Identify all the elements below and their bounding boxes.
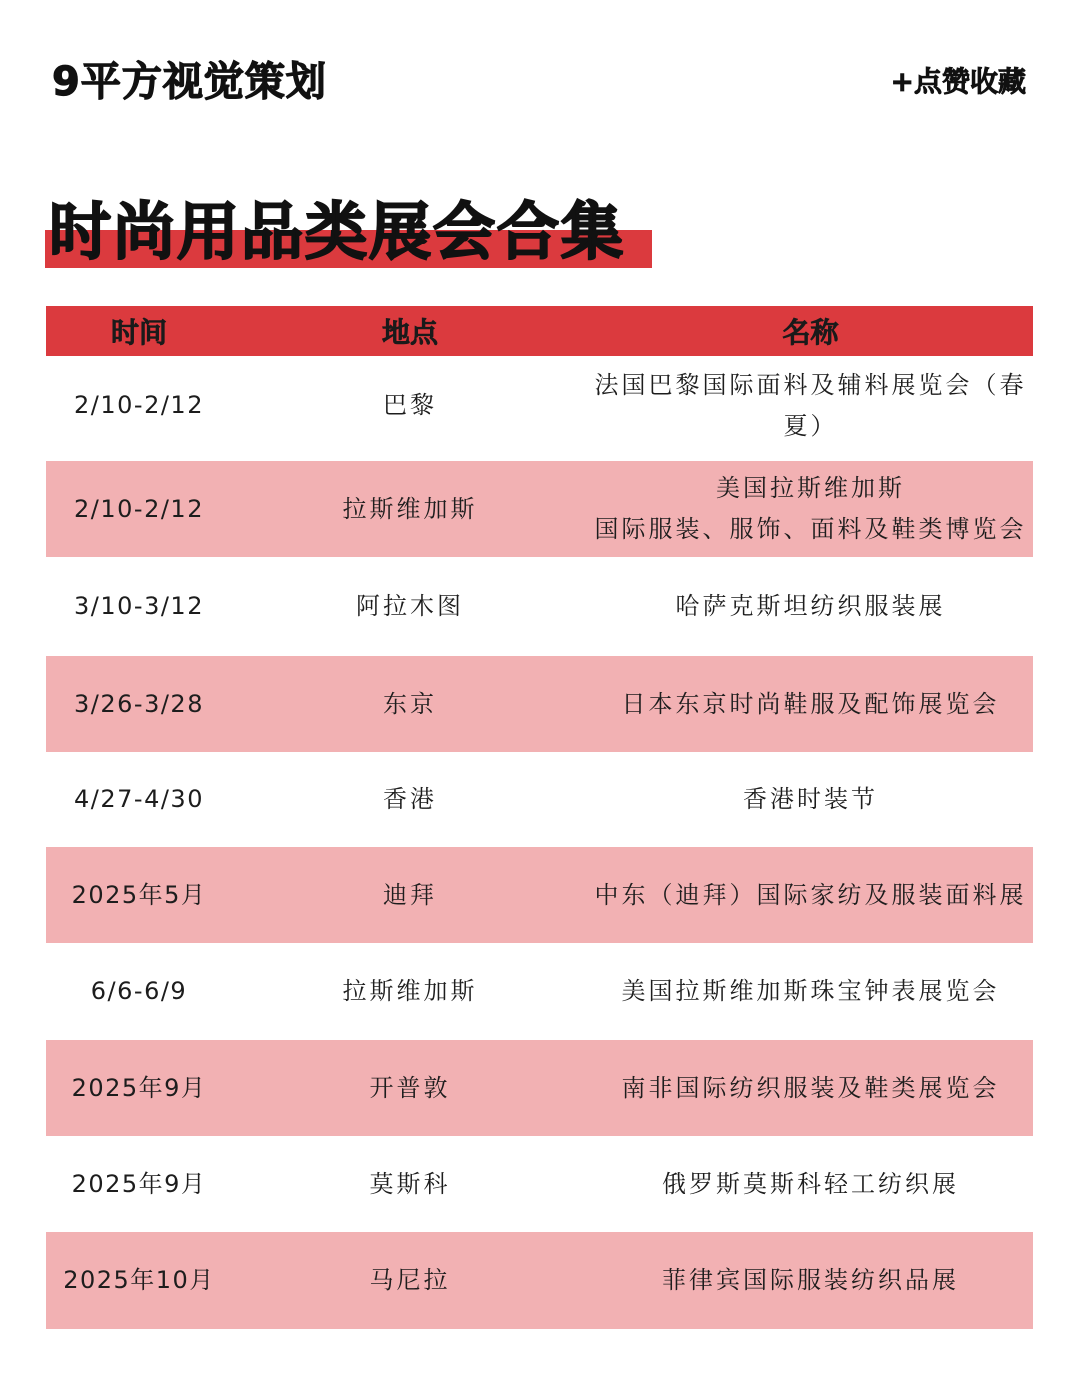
row-name-line: 日本东京时尚鞋服及配饰展览会 [621,689,1000,718]
table-row [46,1142,1033,1226]
table-row [46,758,1033,841]
row-name [588,684,1033,725]
row-place: 马尼拉 [369,1266,451,1294]
page-title-block [45,180,652,268]
row-time: 3/10-3/12 [74,592,204,620]
page-title: 时尚用品类展会合集 [49,195,626,268]
row-name-line: 哈萨克斯坦纺织服装展 [675,592,946,620]
table-row [46,949,1033,1034]
row-time: 3/26-3/28 [74,689,204,718]
row-name-line: 美国拉斯维加斯 [716,474,905,502]
row-name [588,1068,1033,1109]
row-name-line: 南非国际纺织服装及鞋类展览会 [621,1073,1000,1102]
row-name-line: 国际服装、服饰、面料及鞋类博览会 [594,515,1027,543]
row-name-line: 中东（迪拜）国际家纺及服装面料展 [594,880,1027,909]
row-place: 开普敦 [369,1073,451,1102]
table-row [46,847,1033,943]
row-name-line: 俄罗斯莫斯科轻工纺织展 [662,1169,959,1198]
row-time: 2/10-2/12 [74,391,204,419]
column-header-name: 名称 [782,316,839,349]
row-name [588,971,1033,1012]
table-row [46,356,1033,455]
row-time: 2025年9月 [71,1169,207,1198]
row-place: 巴黎 [383,391,437,419]
row-time: 2/10-2/12 [74,494,204,523]
row-place: 莫斯科 [369,1169,451,1198]
row-time: 4/27-4/30 [74,785,204,813]
row-time: 2025年9月 [71,1073,207,1102]
row-name-line: 法国巴黎国际面料及辅料展览会（春夏） [594,370,1027,440]
table-row [46,461,1033,557]
row-time: 6/6-6/9 [90,977,188,1005]
column-header-time: 时间 [110,316,167,349]
row-name [588,779,1033,820]
row-place: 香港 [383,785,437,813]
row-name [588,586,1033,627]
table-row [46,1232,1033,1329]
table-row [46,656,1033,752]
row-place: 拉斯维加斯 [342,977,478,1005]
row-place: 东京 [383,689,437,718]
row-name [588,1260,1033,1301]
row-name-line: 香港时装节 [743,785,878,813]
row-name-line: 菲律宾国际服装纺织品展 [662,1266,959,1294]
table-row [46,563,1033,650]
row-place: 拉斯维加斯 [342,494,478,523]
row-name [588,1164,1033,1205]
table-header [46,306,1033,356]
row-name [588,468,1033,550]
row-place: 阿拉木图 [356,592,464,620]
row-name [588,365,1033,447]
like-save-label: +点赞收藏 [890,65,1026,98]
column-header-place: 地点 [381,316,438,349]
row-time: 2025年5月 [71,880,207,909]
row-place: 迪拜 [383,880,437,909]
row-name-line: 美国拉斯维加斯珠宝钟表展览会 [621,977,1000,1005]
table-row [46,1040,1033,1136]
row-time: 2025年10月 [63,1266,215,1294]
brand-title: 9平方视觉策划 [52,59,327,105]
row-name [588,875,1033,916]
exhibition-table [46,306,1033,1329]
